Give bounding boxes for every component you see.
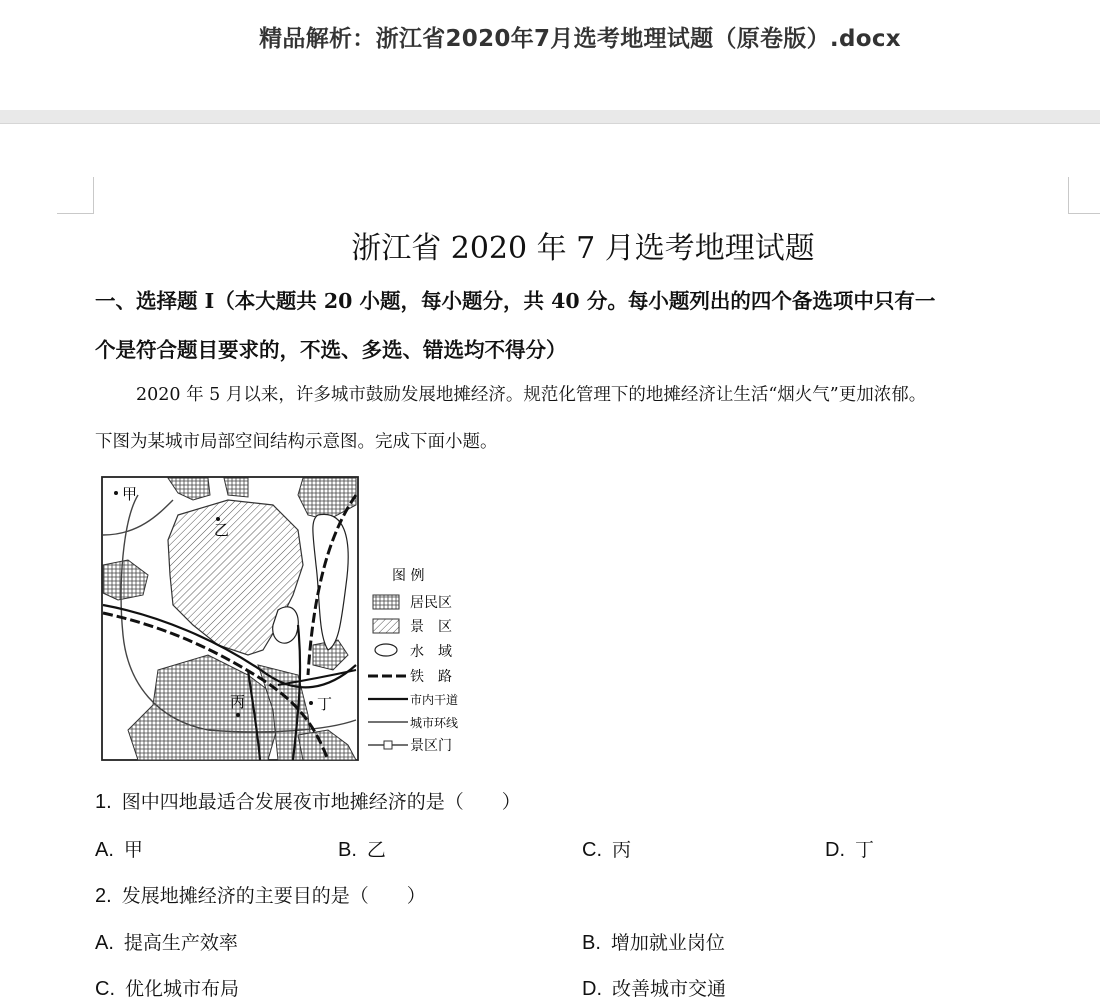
option-1b[interactable]: B. 乙 (338, 839, 386, 861)
title-bar (0, 0, 1100, 110)
option-1a[interactable]: A. 甲 (95, 839, 143, 861)
option-2d[interactable]: D. 改善城市交通 (582, 978, 727, 1000)
place-dot-bing (236, 713, 240, 717)
place-label-jia: 甲 (122, 485, 138, 503)
option-2a[interactable]: A. 提高生产效率 (95, 932, 238, 954)
question-2 (95, 881, 426, 908)
document-filename: 精品解析：浙江省2020年7月选考地理试题（原卷版）.docx (259, 26, 901, 52)
toolbar-separator (0, 110, 1100, 124)
map-legend (368, 568, 458, 754)
option-1d[interactable]: D. 丁 (825, 839, 875, 861)
page-heading: 浙江省 2020 年 7 月选考地理试题 (351, 231, 815, 266)
question-text: 发展地摊经济的主要目的是（ ） (121, 885, 426, 907)
question-text: 图中四地最适合发展夜市地摊经济的是（ ） (121, 791, 521, 813)
place-label-yi: 乙 (214, 521, 230, 539)
option-2c[interactable]: C. 优化城市布局 (95, 978, 240, 1000)
question-number: 2. (95, 885, 112, 907)
question-number: 1. (95, 791, 112, 813)
legend-label-residential: 居民区 (410, 595, 452, 611)
document-page (0, 124, 1100, 1000)
legend-symbol-scenic (373, 619, 399, 633)
legend-label-ring-road: 城市环线 (410, 716, 459, 730)
section-heading-line1: 一、选择题 I（本大题共 20 小题，每小题分，共 40 分。每小题列出的四个备选项中只有一 (95, 289, 936, 313)
place-dot-yi (216, 517, 220, 521)
place-dot-ding (309, 701, 313, 705)
legend-title: 图 例 (392, 568, 425, 584)
option-2b[interactable]: B. 增加就业岗位 (582, 932, 725, 954)
place-label-bing: 丙 (230, 693, 246, 711)
section-heading-line2: 个是符合题目要求的，不选、多选、错选均不得分） (95, 338, 567, 362)
option-1c[interactable]: C. 丙 (582, 839, 632, 861)
legend-symbol-water (375, 644, 397, 656)
question-1 (95, 787, 521, 814)
place-label-ding: 丁 (317, 695, 333, 713)
place-dot-jia (114, 491, 118, 495)
intro-paragraph-line2: 下图为某城市局部空间结构示意图。完成下面小题。 (95, 432, 498, 452)
page-corner-mark-right (1068, 177, 1100, 214)
legend-symbol-residential (373, 595, 399, 609)
legend-label-scenic: 景 区 (410, 619, 452, 635)
legend-label-main-road: 市内干道 (410, 693, 459, 707)
residential-area (224, 478, 248, 497)
city-structure-map (98, 475, 478, 765)
legend-label-water: 水 域 (410, 644, 452, 660)
legend-label-railway: 铁 路 (410, 669, 452, 685)
intro-paragraph-line1: 2020 年 5 月以来，许多城市鼓励发展地摊经济。规范化管理下的地摊经济让生活“烟火气”更加浓郁。 (136, 385, 927, 405)
legend-gate-box (384, 741, 392, 749)
page-corner-mark-left (57, 177, 94, 214)
legend-label-gate: 景区门 (410, 738, 452, 754)
